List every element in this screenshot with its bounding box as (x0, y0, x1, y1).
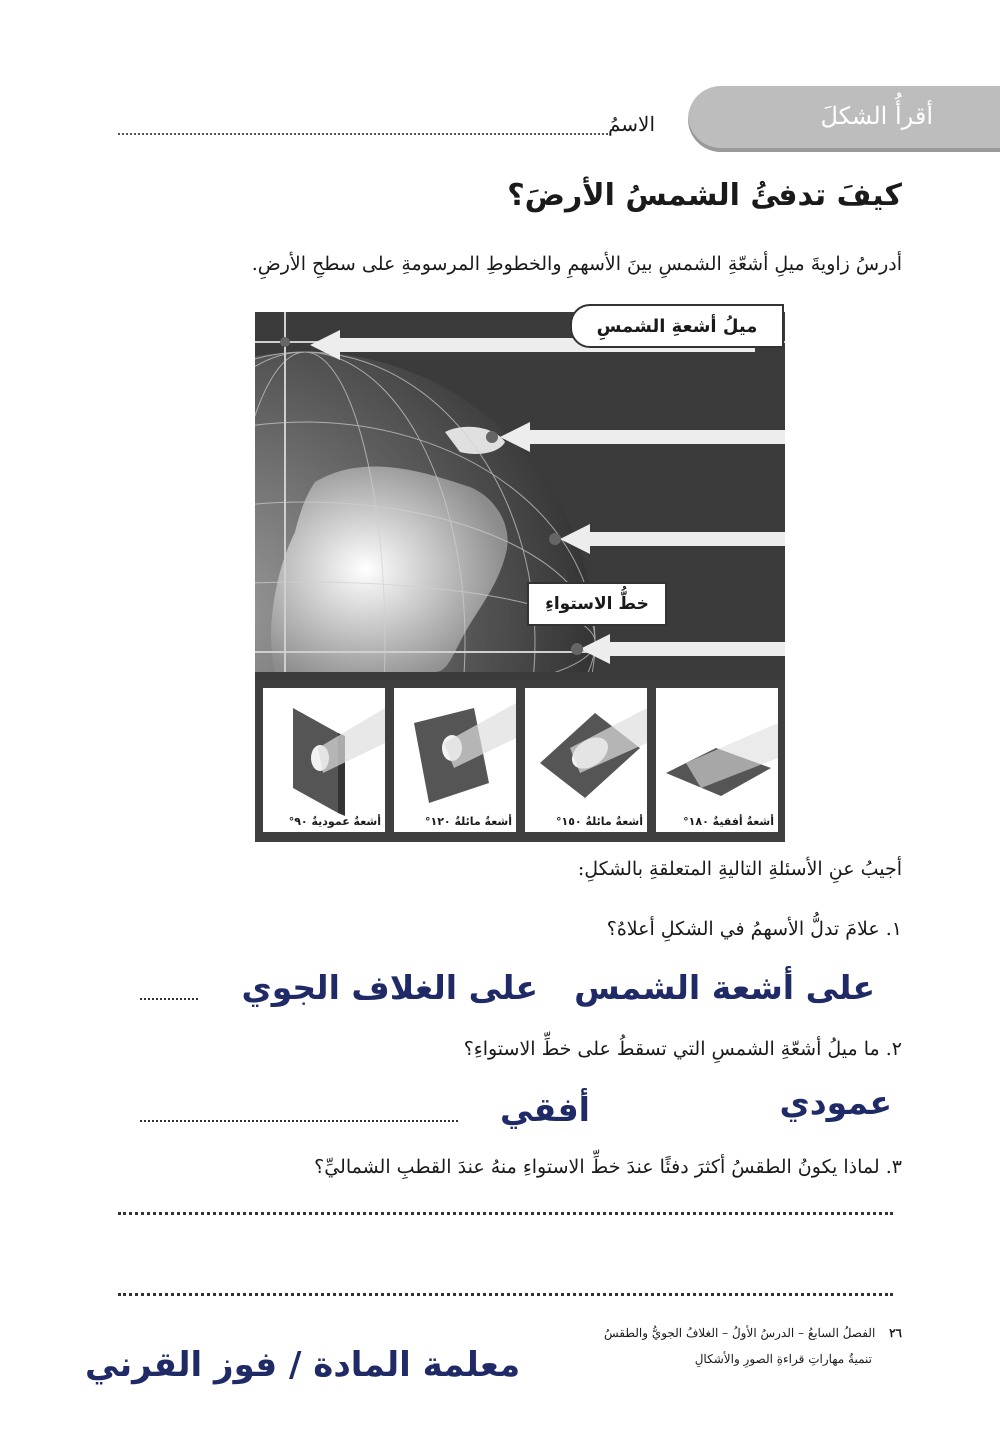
questions-intro: أجيبُ عنِ الأسئلةِ التاليةِ المتعلقةِ بالشكلِ: (577, 858, 902, 880)
footer-chapter (604, 1326, 902, 1340)
equator-label: خطُّ الاستواءِ (545, 594, 649, 614)
sun-rays-label-box (570, 304, 784, 348)
panel-oblique-150 (525, 688, 647, 832)
instruction-text: أدرسُ زاويةَ ميلِ أشعّةِ الشمسِ بينَ الأسهمِ والخطوطِ المرسومةِ على سطحِ الأرضِ. (251, 253, 902, 275)
section-banner (688, 86, 1000, 152)
page-number: ٢٦ (889, 1326, 902, 1340)
teacher-name: معلمة المادة / فوز القرني (85, 1345, 521, 1385)
answer-1b: على الغلاف الجوي (241, 968, 538, 1007)
answer-1-line[interactable] (140, 998, 198, 1000)
answer-2-line[interactable] (140, 1120, 458, 1122)
panel-oblique-120-label: أشعةٌ مائلةٌ ١٢٠° (424, 815, 512, 828)
name-label: الاسمُ (607, 112, 655, 136)
panel-horizontal-label: أشعةٌ أفقيةٌ ١٨٠° (683, 815, 774, 828)
banner-label: أقرأُ الشكلَ (820, 102, 933, 130)
answer-2b: أفقي (499, 1090, 590, 1129)
name-field[interactable] (118, 133, 608, 135)
question-1: ١. علامَ تدلُّ الأسهمُ في الشكلِ أعلاهُ؟ (606, 918, 902, 940)
panel-oblique-150-label: أشعةٌ مائلةٌ ١٥٠° (555, 815, 643, 828)
vertical-ray-diagram (263, 688, 385, 832)
question-2: ٢. ما ميلُ أشعّةِ الشمسِ التي تسقطُ على خطِّ الاستواءِ؟ (463, 1038, 902, 1060)
panel-horizontal (656, 688, 778, 832)
answer-3-line-1[interactable] (118, 1212, 893, 1215)
footer-subtitle: تنميةُ مهاراتِ قراءةِ الصورِ والأشكالِ (694, 1352, 872, 1366)
answer-3-line-2[interactable] (118, 1293, 893, 1296)
page-title: كيفَ تدفئُ الشمسُ الأرضَ؟ (507, 178, 902, 213)
answer-1a: على أشعة الشمس (574, 968, 875, 1007)
sun-rays-label: ميلُ أشعةِ الشمسِ (596, 315, 758, 337)
answer-2a: عمودي (779, 1083, 892, 1122)
oblique-150-diagram (525, 688, 647, 832)
chapter-text: الفصلُ السابعُ – الدرسُ الأولُ – الغلافُ الجويُّ والطقسُ (604, 1326, 876, 1340)
horizontal-ray-diagram (656, 688, 778, 832)
panel-vertical (263, 688, 385, 832)
panel-vertical-label: أشعةٌ عموديةٌ ٩٠° (288, 815, 381, 828)
equator-label-box (527, 582, 667, 626)
question-3: ٣. لماذا يكونُ الطقسُ أكثرَ دفئًا عندَ خطِّ الاستواءِ منهُ عندَ القطبِ الشماليِّ؟ (314, 1156, 902, 1178)
panel-oblique-120 (394, 688, 516, 832)
oblique-120-diagram (394, 688, 516, 832)
sun-rays-figure (255, 312, 785, 842)
